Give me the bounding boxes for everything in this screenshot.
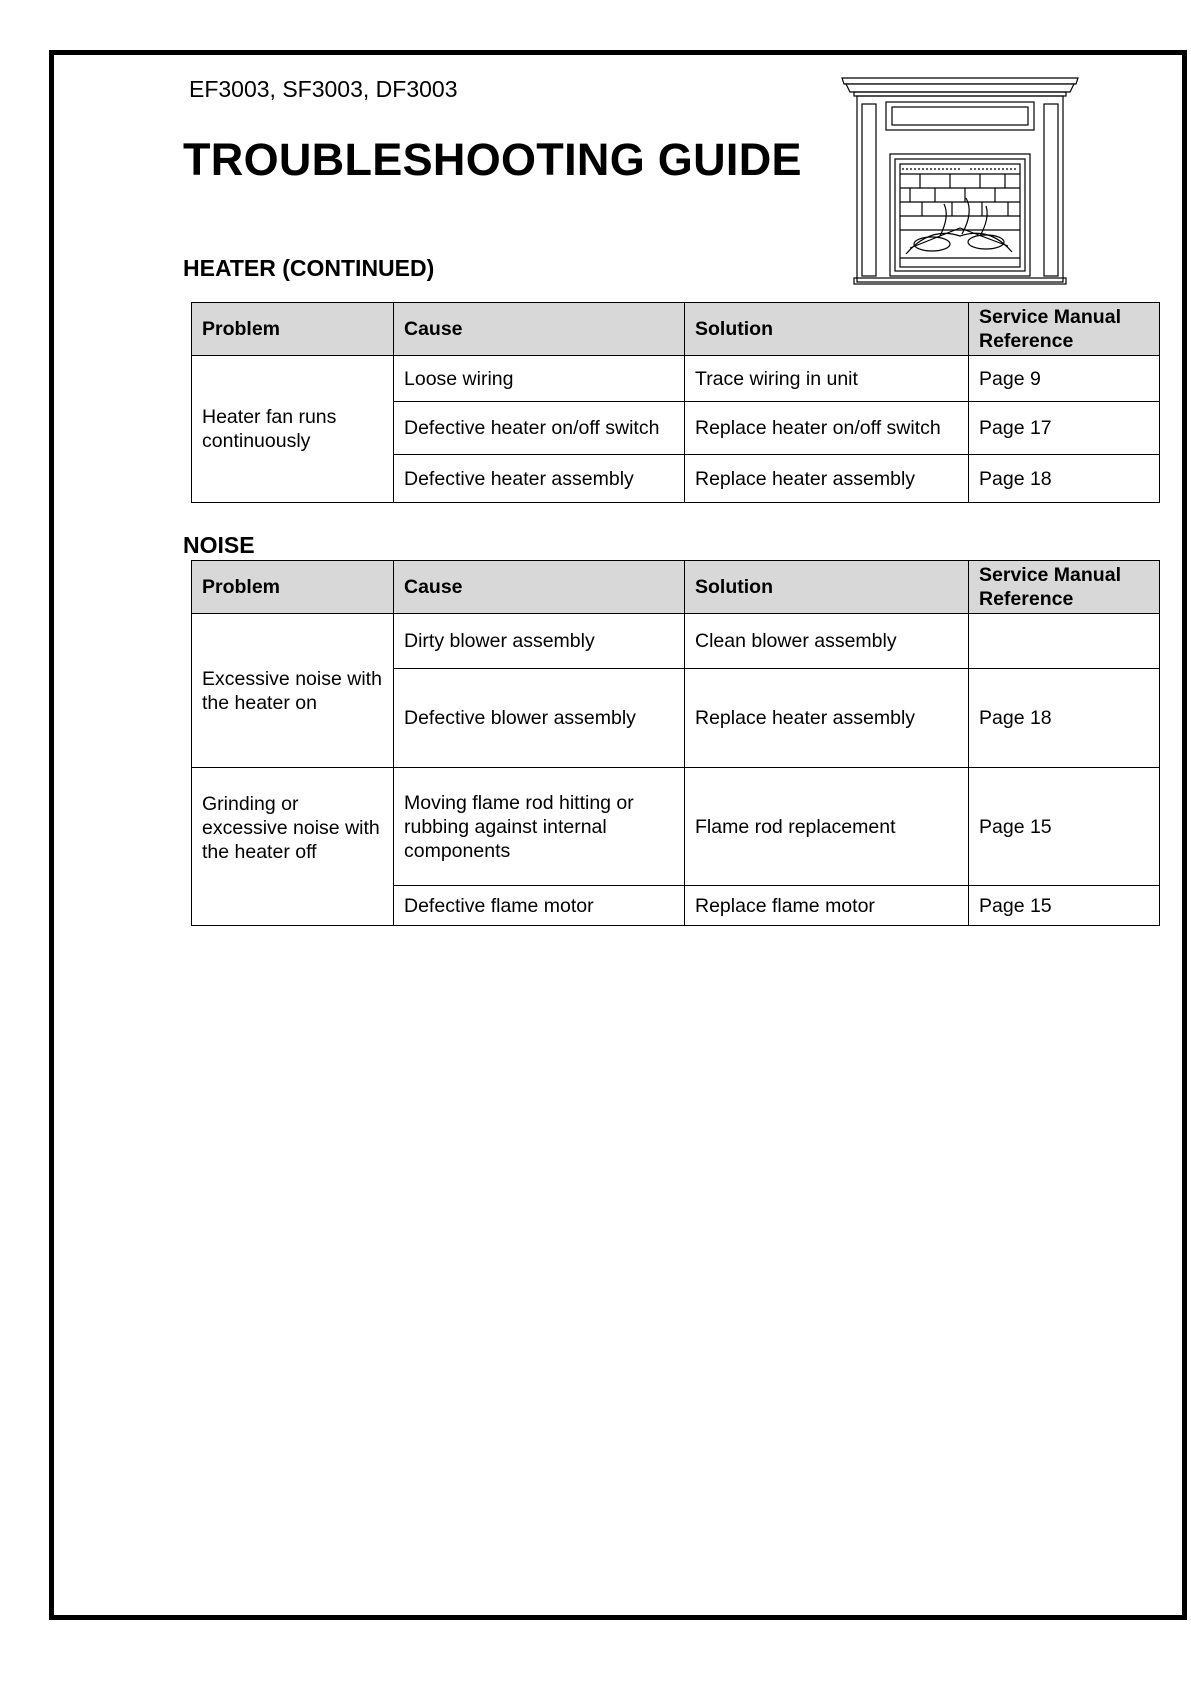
solution-cell: Replace heater assembly [685, 669, 969, 768]
cause-cell: Defective heater assembly [394, 455, 685, 503]
solution-header: Solution [685, 561, 969, 614]
model-numbers: EF3003, SF3003, DF3003 [189, 76, 458, 102]
reference-cell: Page 18 [969, 669, 1160, 768]
solution-cell: Replace heater assembly [685, 455, 969, 503]
problem-cell: Heater fan runs continuously [192, 356, 394, 503]
reference-cell [969, 614, 1160, 669]
noise-table [191, 560, 1160, 926]
solution-cell: Replace flame motor [685, 886, 969, 926]
cause-cell: Defective heater on/off switch [394, 402, 685, 455]
noise-section-title: NOISE [183, 532, 255, 558]
solution-cell: Trace wiring in unit [685, 356, 969, 402]
reference-cell: Page 17 [969, 402, 1160, 455]
heater-section-title: HEATER (CONTINUED) [183, 255, 435, 281]
table-row [192, 356, 1160, 402]
cause-cell: Moving flame rod hitting or rubbing against internal components [394, 768, 685, 886]
cause-cell: Dirty blower assembly [394, 614, 685, 669]
problem-header: Problem [192, 561, 394, 614]
cause-cell: Loose wiring [394, 356, 685, 402]
cause-header: Cause [394, 303, 685, 356]
solution-cell: Replace heater on/off switch [685, 402, 969, 455]
table-header-row [192, 303, 1160, 356]
cause-header: Cause [394, 561, 685, 614]
cause-cell: Defective blower assembly [394, 669, 685, 768]
reference-cell: Page 15 [969, 768, 1160, 886]
reference-cell: Page 15 [969, 886, 1160, 926]
solution-cell: Flame rod replacement [685, 768, 969, 886]
solution-header: Solution [685, 303, 969, 356]
reference-cell: Page 9 [969, 356, 1160, 402]
reference-cell: Page 18 [969, 455, 1160, 503]
heater-table [191, 302, 1160, 503]
reference-header: Service Manual Reference [969, 303, 1160, 356]
problem-cell: Excessive noise with the heater on [192, 614, 394, 768]
reference-header: Service Manual Reference [969, 561, 1160, 614]
problem-header: Problem [192, 303, 394, 356]
table-header-row [192, 561, 1160, 614]
cause-cell: Defective flame motor [394, 886, 685, 926]
solution-cell: Clean blower assembly [685, 614, 969, 669]
table-row [192, 768, 1160, 886]
table-row [192, 614, 1160, 669]
page-title: TROUBLESHOOTING GUIDE [183, 134, 802, 185]
fireplace-illustration [840, 76, 1080, 286]
problem-cell: Grinding or excessive noise with the heater off [192, 768, 394, 926]
